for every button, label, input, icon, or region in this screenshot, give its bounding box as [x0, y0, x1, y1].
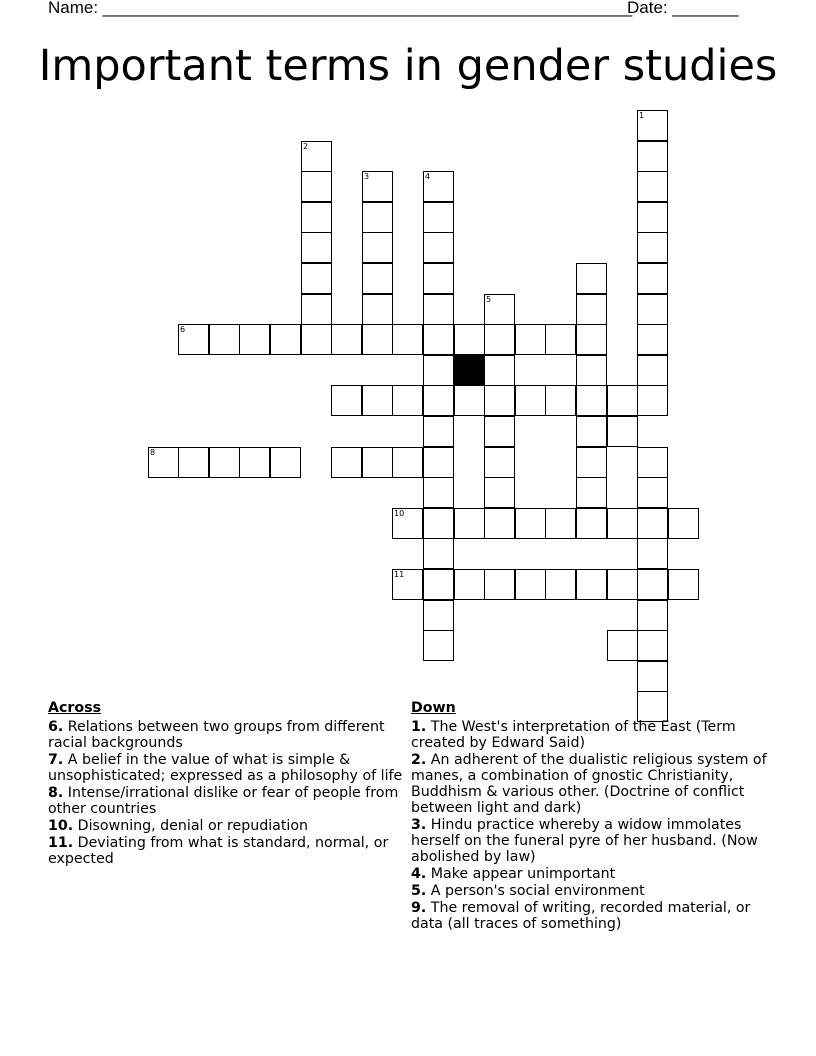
clue-text: The removal of writing, recorded material, or data (all traces of something)	[411, 900, 751, 932]
grid-cell[interactable]	[637, 477, 668, 508]
clue-number-label: 5	[486, 295, 492, 304]
grid-cell[interactable]	[576, 355, 607, 386]
grid-cell[interactable]	[637, 630, 668, 661]
clue-across-11	[48, 835, 403, 867]
grid-cell[interactable]	[607, 416, 638, 447]
clue-number: 1.	[411, 719, 427, 735]
grid-cell[interactable]	[515, 324, 546, 355]
grid-cell[interactable]	[148, 447, 179, 478]
grid-cell[interactable]	[331, 447, 362, 478]
grid-cell[interactable]	[576, 447, 607, 478]
grid-cell[interactable]	[576, 477, 607, 508]
grid-cell[interactable]	[423, 385, 454, 416]
grid-cell[interactable]	[392, 324, 423, 355]
page-title: Important terms in gender studies	[38, 41, 778, 91]
clue-text: Make appear unimportant	[430, 866, 616, 882]
clue-number: 9.	[411, 900, 427, 916]
clue-down-3	[411, 817, 771, 865]
grid-cell[interactable]	[392, 569, 423, 600]
grid-cell[interactable]	[331, 385, 362, 416]
grid-cell[interactable]	[362, 447, 393, 478]
grid-cell[interactable]	[423, 538, 454, 569]
grid-cell[interactable]	[423, 416, 454, 447]
grid-cell[interactable]	[576, 416, 607, 447]
grid-cell[interactable]	[362, 385, 393, 416]
grid-cell[interactable]	[301, 232, 332, 263]
clue-text: A person's social environment	[430, 883, 645, 899]
clue-number-label: 4	[425, 172, 431, 181]
grid-cell[interactable]	[637, 447, 668, 478]
grid-cell[interactable]	[545, 324, 576, 355]
grid-cell[interactable]	[484, 477, 515, 508]
grid-cell[interactable]	[576, 294, 607, 325]
grid-cell[interactable]	[576, 263, 607, 294]
grid-cell[interactable]	[576, 508, 607, 539]
grid-cell[interactable]	[637, 538, 668, 569]
grid-cell[interactable]	[239, 447, 270, 478]
grid-cell[interactable]	[484, 385, 515, 416]
grid-cell[interactable]	[301, 202, 332, 233]
clue-text: Relations between two groups from different racial backgrounds	[48, 719, 385, 751]
grid-cell[interactable]	[423, 447, 454, 478]
grid-cell[interactable]	[484, 324, 515, 355]
clue-across-8	[48, 785, 403, 817]
grid-cell[interactable]	[637, 171, 668, 202]
grid-cell[interactable]	[515, 569, 546, 600]
grid-cell[interactable]	[637, 294, 668, 325]
grid-cell[interactable]	[362, 202, 393, 233]
down-clues	[411, 700, 771, 933]
clue-text: Deviating from what is standard, normal, or expected	[48, 835, 389, 867]
grid-cell[interactable]	[484, 294, 515, 325]
grid-cell[interactable]	[637, 141, 668, 172]
grid-cell[interactable]	[545, 508, 576, 539]
grid-cell[interactable]	[454, 569, 485, 600]
grid-cell[interactable]	[607, 630, 638, 661]
grid-cell[interactable]	[239, 324, 270, 355]
grid-cell[interactable]	[423, 630, 454, 661]
grid-cell[interactable]	[209, 324, 240, 355]
clue-number: 3.	[411, 817, 427, 833]
grid-cell[interactable]	[607, 508, 638, 539]
grid-cell[interactable]	[301, 294, 332, 325]
clue-number-label: 3	[364, 172, 370, 181]
grid-cell[interactable]	[423, 569, 454, 600]
grid-cell[interactable]	[637, 661, 668, 692]
clue-across-10	[48, 818, 403, 834]
grid-cell[interactable]	[362, 263, 393, 294]
grid-cell[interactable]	[392, 447, 423, 478]
clue-number-label: 2	[303, 142, 309, 151]
grid-cell[interactable]	[484, 508, 515, 539]
clue-down-5	[411, 883, 771, 899]
clue-number-label: 1	[639, 111, 645, 120]
grid-cell[interactable]	[637, 110, 668, 141]
grid-cell[interactable]	[423, 477, 454, 508]
grid-cell[interactable]	[392, 385, 423, 416]
grid-cell[interactable]	[362, 294, 393, 325]
clue-number: 10.	[48, 818, 74, 834]
clue-number: 11.	[48, 835, 74, 851]
name-field[interactable]: Name: ________________________________________________________	[48, 0, 633, 17]
grid-cell[interactable]	[423, 294, 454, 325]
grid-cell[interactable]	[454, 508, 485, 539]
grid-cell[interactable]	[362, 324, 393, 355]
grid-cell[interactable]	[301, 324, 332, 355]
clue-text: Hindu practice whereby a widow immolates herself on the funeral pyre of her husband. (Now abolished by law)	[411, 817, 758, 865]
grid-cell[interactable]	[423, 171, 454, 202]
grid-cell[interactable]	[270, 324, 301, 355]
clue-text: A belief in the value of what is simple & unsophisticated; expressed as a philosophy of life	[48, 752, 403, 784]
grid-cell[interactable]	[515, 508, 546, 539]
grid-cell[interactable]	[668, 569, 699, 600]
grid-cell[interactable]	[484, 569, 515, 600]
grid-cell[interactable]	[576, 324, 607, 355]
clue-text: Intense/irrational dislike or fear of people from other countries	[48, 785, 399, 817]
grid-cell[interactable]	[607, 385, 638, 416]
grid-cell[interactable]	[484, 447, 515, 478]
clue-down-1	[411, 719, 771, 751]
clue-number: 2.	[411, 752, 427, 768]
grid-cell[interactable]	[576, 569, 607, 600]
clue-number: 4.	[411, 866, 427, 882]
grid-cell[interactable]	[301, 263, 332, 294]
grid-cell[interactable]	[423, 202, 454, 233]
grid-cell[interactable]	[423, 263, 454, 294]
grid-cell[interactable]	[637, 202, 668, 233]
grid-cell[interactable]	[454, 385, 485, 416]
grid-cell[interactable]	[301, 171, 332, 202]
grid-cell[interactable]	[545, 385, 576, 416]
clue-down-4	[411, 866, 771, 882]
grid-cell[interactable]	[423, 232, 454, 263]
grid-cell[interactable]	[423, 508, 454, 539]
grid-cell[interactable]	[637, 324, 668, 355]
grid-cell[interactable]	[454, 324, 485, 355]
grid-cell[interactable]	[637, 232, 668, 263]
grid-cell[interactable]	[607, 569, 638, 600]
clue-number: 7.	[48, 752, 64, 768]
grid-cell[interactable]	[637, 385, 668, 416]
grid-cell[interactable]	[484, 355, 515, 386]
clue-down-2	[411, 752, 771, 816]
grid-block	[454, 355, 485, 386]
grid-cell[interactable]	[392, 508, 423, 539]
grid-cell[interactable]	[576, 385, 607, 416]
across-clues	[48, 700, 403, 868]
grid-cell[interactable]	[637, 355, 668, 386]
across-heading: Across	[48, 700, 102, 716]
clue-text: An adherent of the dualistic religious system of manes, a combination of gnostic Christianity, Buddhism & various other. (Doctrine of conflict between light and dark)	[411, 752, 767, 816]
clue-number-label: 11	[394, 570, 405, 579]
grid-cell[interactable]	[484, 416, 515, 447]
clue-down-9	[411, 900, 771, 932]
grid-cell[interactable]	[545, 569, 576, 600]
date-field[interactable]: Date: _______	[627, 0, 739, 17]
down-heading: Down	[411, 700, 456, 716]
grid-cell[interactable]	[637, 600, 668, 631]
grid-cell[interactable]	[668, 508, 699, 539]
clue-number-label: 10	[394, 509, 405, 518]
grid-cell[interactable]	[637, 569, 668, 600]
clue-number: 5.	[411, 883, 427, 899]
grid-cell[interactable]	[270, 447, 301, 478]
clue-number-label: 6	[180, 325, 186, 334]
grid-cell[interactable]	[423, 355, 454, 386]
grid-cell[interactable]	[423, 600, 454, 631]
grid-cell[interactable]	[209, 447, 240, 478]
grid-cell[interactable]	[178, 324, 209, 355]
clue-across-7	[48, 752, 403, 784]
clue-across-6	[48, 719, 403, 751]
grid-cell[interactable]	[362, 232, 393, 263]
clue-text: Disowning, denial or repudiation	[77, 818, 309, 834]
grid-cell[interactable]	[515, 385, 546, 416]
grid-cell[interactable]	[178, 447, 209, 478]
grid-cell[interactable]	[331, 324, 362, 355]
clue-number: 8.	[48, 785, 64, 801]
clue-text: The West's interpretation of the East (Term created by Edward Said)	[411, 719, 736, 751]
grid-cell[interactable]	[637, 508, 668, 539]
grid-cell[interactable]	[362, 171, 393, 202]
grid-cell[interactable]	[637, 263, 668, 294]
grid-cell[interactable]	[301, 141, 332, 172]
clue-number-label: 8	[150, 448, 156, 457]
grid-cell[interactable]	[423, 324, 454, 355]
clue-number: 6.	[48, 719, 64, 735]
